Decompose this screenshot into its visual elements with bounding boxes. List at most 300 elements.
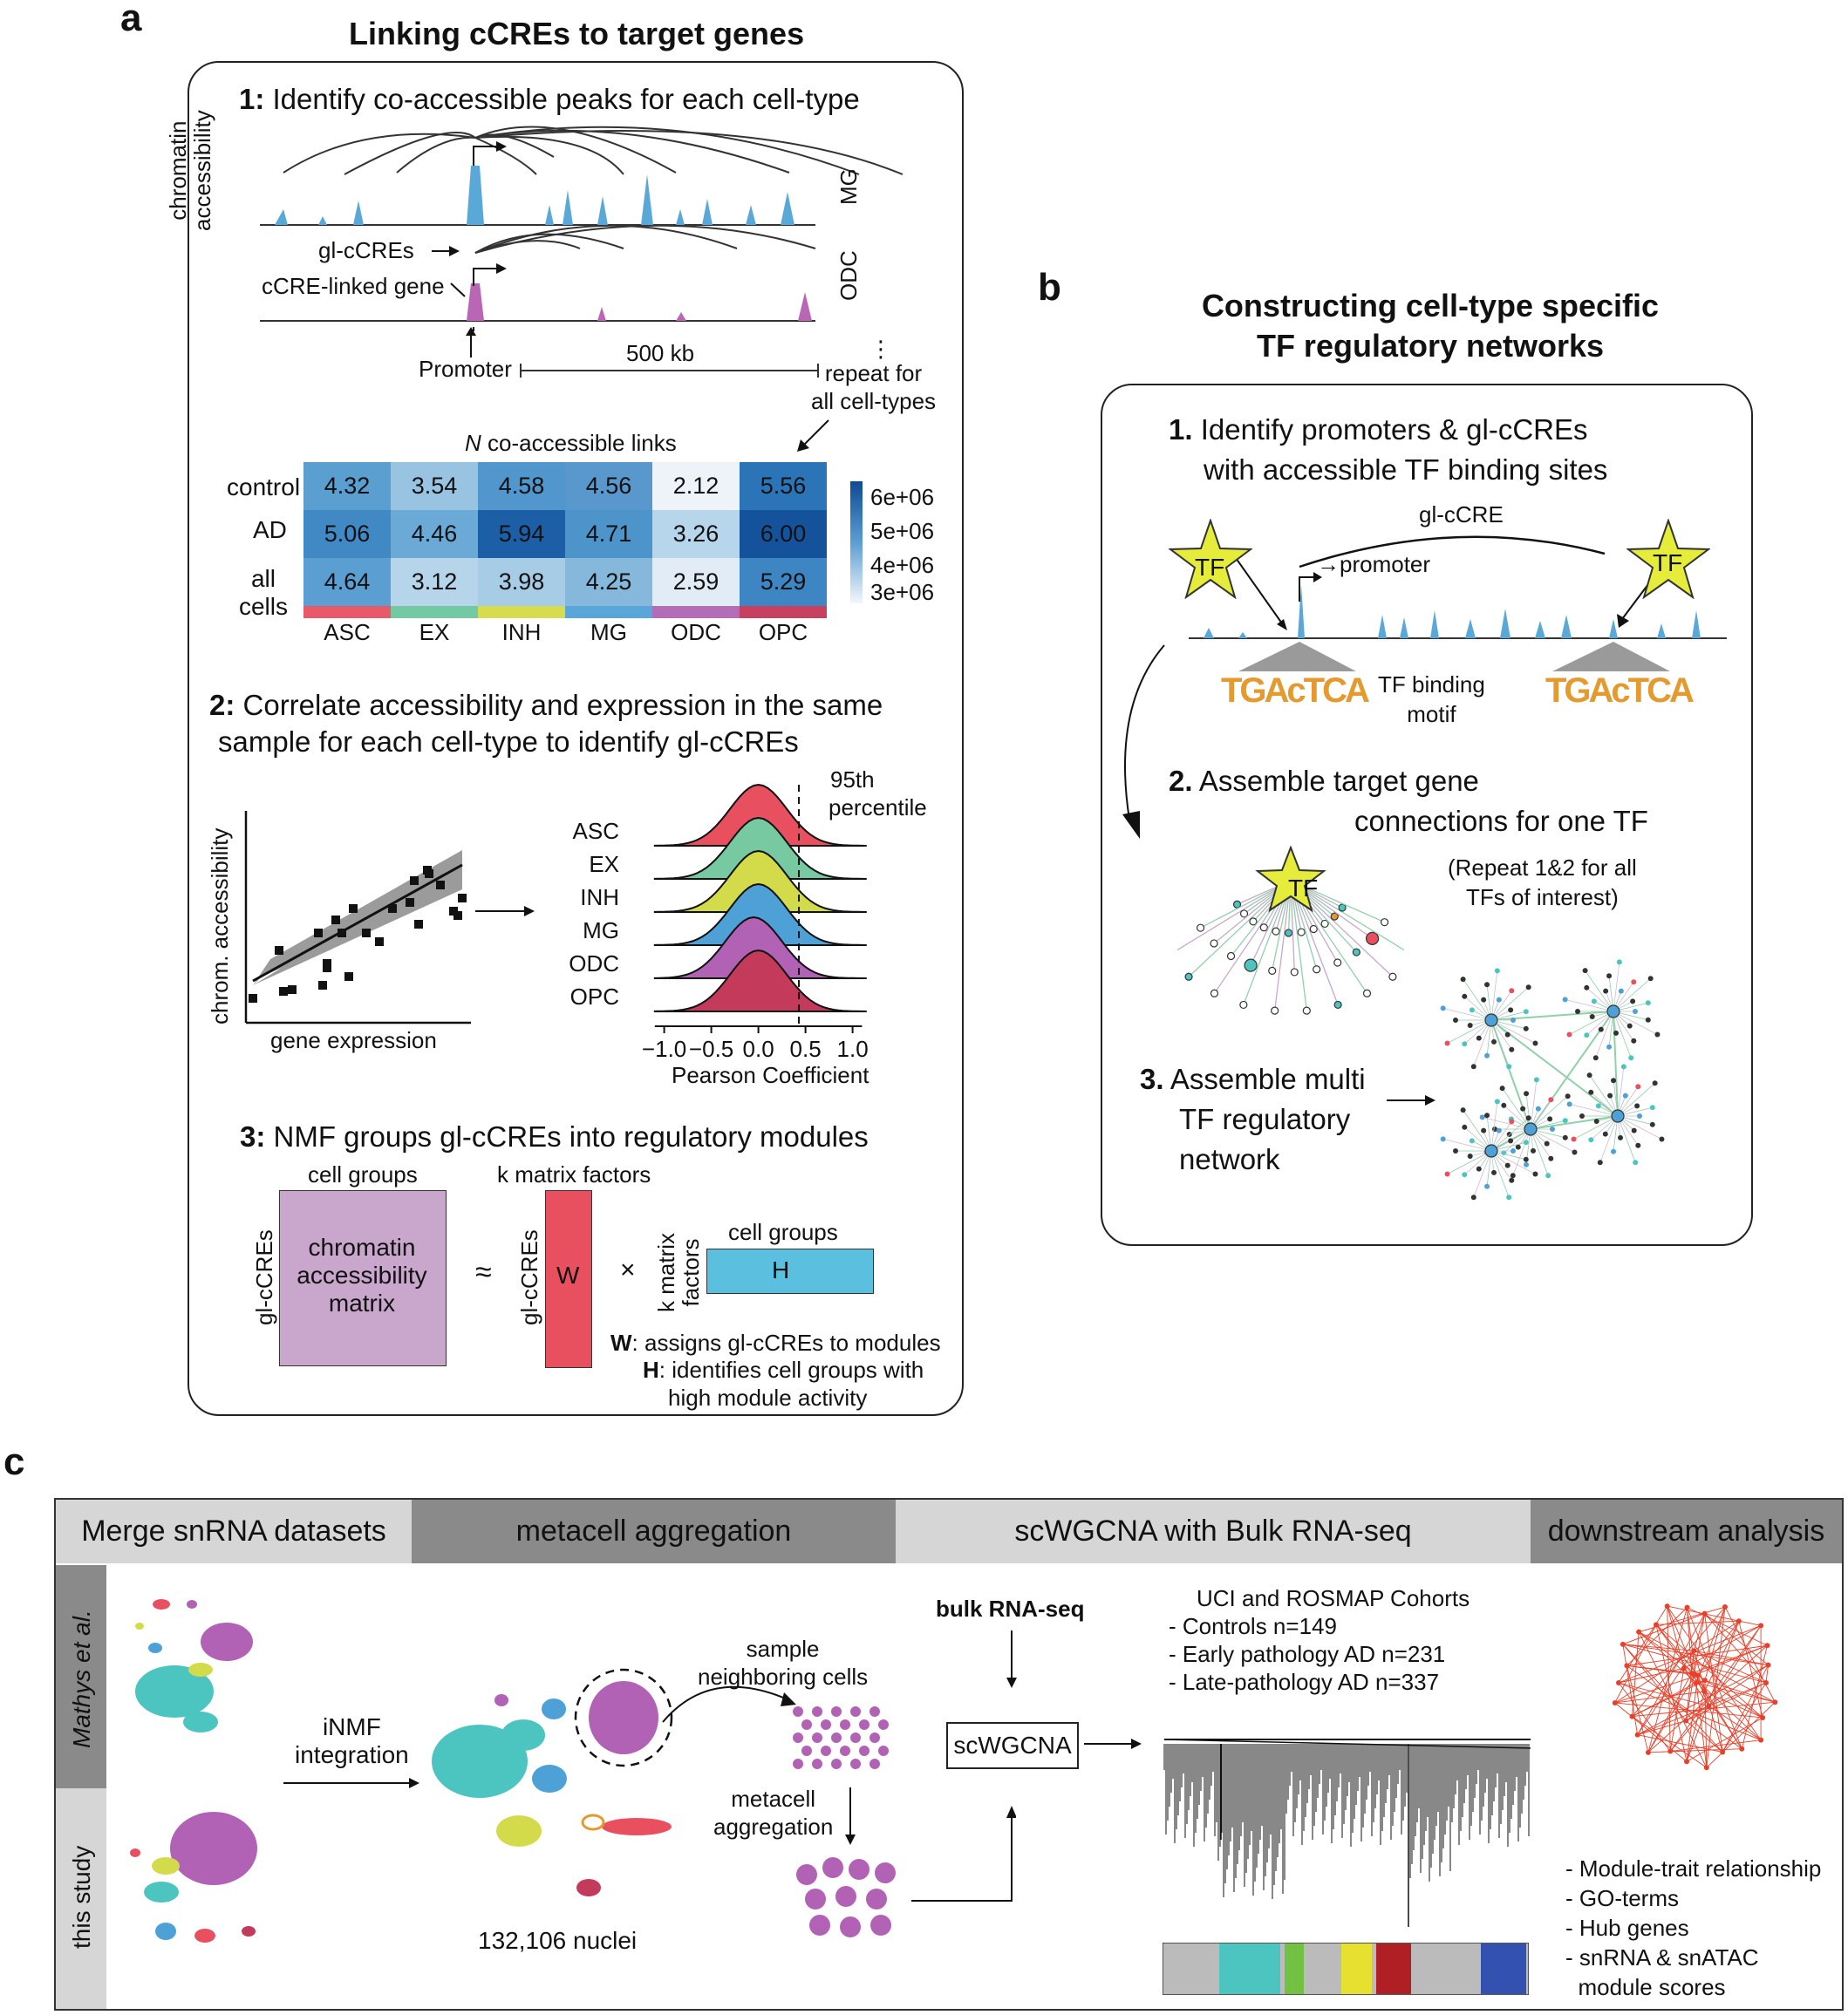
- network-node: [1389, 973, 1396, 980]
- network-node: [1506, 1195, 1511, 1200]
- network-node: [1470, 1138, 1475, 1143]
- percentile-line: percentile: [829, 794, 927, 820]
- multi-arrow: [1387, 1092, 1439, 1109]
- network-node: [1599, 1027, 1604, 1032]
- network-node: [1381, 919, 1388, 926]
- network-node: [1501, 1103, 1506, 1108]
- hub-gene-node: [1702, 1678, 1708, 1683]
- network-node: [1646, 1018, 1651, 1023]
- scatter-point: [288, 985, 297, 994]
- network-node: [1572, 1136, 1577, 1141]
- network-node: [1547, 1116, 1552, 1121]
- gl-ccres-rot: gl-cCREs: [516, 1229, 542, 1325]
- cohort-item: - Early pathology AD n=231: [1169, 1641, 1446, 1667]
- network-node: [1654, 1031, 1660, 1037]
- repeat-note: [1448, 853, 1637, 912]
- cell-dot: [869, 1706, 880, 1717]
- hub-gene-node: [1772, 1699, 1777, 1705]
- heatmap-row-label: AD: [253, 516, 287, 543]
- scale-label: 500 kb: [626, 340, 695, 366]
- step-num: 1.: [1169, 413, 1193, 446]
- hub-gene-node: [1691, 1648, 1696, 1653]
- network-node: [1462, 994, 1467, 999]
- metacell-to-scwgcna-arrow: [911, 1801, 1016, 1909]
- network-node: [1508, 1007, 1513, 1012]
- panel-a-letter: a: [120, 0, 142, 39]
- gl-ccres-label: gl-cCREs: [318, 237, 414, 263]
- side-label-study: this study: [68, 1845, 95, 1949]
- heatmap-title: [465, 430, 677, 457]
- note-text: : assigns gl-cCREs to modules: [631, 1330, 941, 1356]
- network-node: [1598, 1160, 1603, 1165]
- network-node: [1524, 1157, 1529, 1162]
- hub-gene-node: [1701, 1689, 1707, 1694]
- panel-a-title: Linking cCREs to target genes: [349, 16, 805, 51]
- network-node: [1476, 1167, 1482, 1172]
- ridge-label: EX: [589, 851, 619, 877]
- network-node: [1637, 1113, 1642, 1119]
- network-node: [1481, 997, 1486, 1003]
- network-node: [1506, 1064, 1511, 1069]
- network-node: [1441, 1005, 1446, 1011]
- metacell-line: metacell: [731, 1786, 816, 1812]
- step3-heading: [240, 1120, 869, 1154]
- network-node: [1497, 1128, 1502, 1133]
- matrix-line: accessibility: [297, 1262, 427, 1289]
- metacell-dot: [805, 1889, 826, 1909]
- dendrogram: [1160, 1735, 1535, 1936]
- h-note: [643, 1357, 924, 1384]
- b-step3-heading: [1140, 1059, 1366, 1180]
- scale-bar: [519, 362, 820, 379]
- network-node: [1462, 1041, 1467, 1046]
- heatmap-col-label: EX: [419, 619, 450, 645]
- network-node: [1606, 1045, 1612, 1050]
- repeat-line: repeat for: [824, 360, 923, 386]
- scatter-point: [344, 972, 353, 981]
- network-node: [1260, 924, 1267, 931]
- network-node: [1445, 1040, 1450, 1045]
- hub-gene-node: [1706, 1704, 1711, 1709]
- linked-gene-label: cCRE-linked gene: [262, 273, 445, 299]
- step-text: NMF groups gl-cCREs into regulatory modules: [265, 1120, 869, 1153]
- inmf-label: [295, 1713, 409, 1769]
- repeat-note-line: (Repeat 1&2 for all: [1448, 854, 1637, 881]
- network-node: [1509, 1047, 1514, 1052]
- network-node: [1563, 1135, 1568, 1140]
- network-node: [1524, 1162, 1529, 1167]
- step-text: Identify co-accessible peaks for each cell-type: [264, 83, 860, 115]
- scatter-point: [249, 994, 257, 1003]
- scatter-point: [406, 898, 414, 907]
- hub-gene-node: [1704, 1765, 1709, 1770]
- panel-b-title-line: Constructing cell-type specific: [1201, 288, 1660, 323]
- network-node: [1603, 989, 1608, 994]
- cell-dot: [831, 1759, 842, 1769]
- scwgcna-arrow: [1084, 1735, 1145, 1753]
- network-node: [1462, 1125, 1467, 1130]
- umap-integrated: [427, 1665, 689, 1901]
- network-node: [1334, 959, 1341, 966]
- step-text: Assemble target gene: [1192, 765, 1479, 797]
- heatmap-cell: 4.71: [565, 510, 652, 558]
- sample-label: [698, 1635, 868, 1691]
- heatmap-cell: 4.25: [565, 558, 652, 606]
- heatmap-legend-bar: [850, 481, 863, 603]
- step2-heading: [209, 687, 883, 760]
- bulk-arrow: [1003, 1630, 1020, 1692]
- network-node: [1508, 1138, 1513, 1143]
- cell-dot: [812, 1706, 822, 1717]
- hub-node: [1524, 1123, 1537, 1135]
- heatmap-cell: 4.64: [303, 558, 391, 606]
- hub-gene-node: [1694, 1680, 1699, 1685]
- hub-network: [1600, 1583, 1792, 1783]
- metacell-dot: [822, 1857, 843, 1878]
- ridge-tick: −1.0: [641, 1036, 687, 1062]
- heatmap-cell: 5.29: [740, 558, 827, 606]
- network-node: [1630, 998, 1635, 1004]
- scatter-point: [323, 963, 331, 972]
- network-node: [1567, 1101, 1572, 1106]
- inmf-line: iNMF: [322, 1713, 381, 1740]
- heatmap-col-color: [391, 606, 478, 618]
- cell-dot: [812, 1759, 822, 1769]
- heatmap-cell: 5.94: [478, 510, 565, 558]
- k-rot-line: k matrix: [653, 1233, 679, 1312]
- ridge-label: MG: [583, 917, 619, 943]
- heatmap-col-label: INH: [501, 619, 542, 645]
- umap-study: [118, 1801, 292, 1966]
- hub-gene-node: [1758, 1623, 1763, 1628]
- network-node: [1567, 1031, 1572, 1037]
- network-node: [1510, 1173, 1516, 1178]
- hub-node: [1612, 1110, 1624, 1122]
- scatter-point: [331, 916, 340, 924]
- network-node: [1272, 1007, 1279, 1014]
- panel-c-letter: c: [3, 1440, 25, 1483]
- inmf-line: integration: [295, 1741, 409, 1768]
- hub-gene-node: [1689, 1671, 1695, 1676]
- legend-tick: 6e+06: [870, 484, 935, 510]
- b-step2-heading: [1169, 761, 1648, 841]
- cell-dot: [801, 1719, 812, 1730]
- scatter-point: [425, 869, 433, 878]
- h-label: H: [772, 1256, 790, 1283]
- side-label-mathys: Mathys et al.: [68, 1610, 95, 1748]
- metacell-dot: [796, 1864, 817, 1885]
- metacell-line: aggregation: [713, 1814, 834, 1840]
- network-node: [1532, 1040, 1538, 1045]
- scatter-point: [449, 907, 458, 916]
- track-label-mg: MG: [835, 168, 862, 205]
- cell-dot: [812, 1732, 822, 1743]
- network-node: [1635, 1143, 1640, 1148]
- network-node: [1565, 1093, 1571, 1099]
- heatmap-col-label: ODC: [671, 619, 721, 645]
- network-node: [1510, 1018, 1516, 1023]
- metacell-dot: [840, 1916, 861, 1937]
- network-node: [1445, 1171, 1450, 1176]
- network-node: [1587, 1072, 1592, 1078]
- b-step1-line1: [1169, 410, 1607, 450]
- w-label: W: [556, 1262, 580, 1289]
- ridge-label: ASC: [572, 818, 619, 844]
- downstream-item: module scores: [1565, 1974, 1726, 2000]
- network-node: [1210, 990, 1217, 997]
- hub-node: [1485, 1145, 1497, 1157]
- legend-tick: 3e+06: [870, 579, 935, 605]
- network-node: [1470, 1007, 1475, 1012]
- inmf-arrow: [283, 1774, 423, 1792]
- network-node: [1628, 1055, 1633, 1060]
- scatter-point: [279, 987, 288, 996]
- cell-dot: [821, 1746, 831, 1756]
- scatter-point: [349, 904, 358, 913]
- cell-dot: [850, 1759, 861, 1769]
- cell-dot: [793, 1732, 803, 1743]
- repeat-line: all cell-types: [811, 388, 937, 414]
- matrix-label: [279, 1234, 445, 1317]
- tf-star-right-label: TF: [1653, 549, 1683, 576]
- heatmap-row-label: all cells: [238, 565, 288, 620]
- scatter-point: [338, 929, 346, 937]
- b-step2-line2: connections for one TF: [1354, 805, 1648, 837]
- cohort-item: - Late-pathology AD n=337: [1169, 1669, 1440, 1695]
- network-node: [1509, 1178, 1514, 1183]
- ridge-xlabel: Pearson Coefficient: [672, 1062, 869, 1088]
- network-node: [1584, 985, 1589, 990]
- network-node: [1531, 1148, 1536, 1154]
- umap-mathys: [113, 1591, 288, 1766]
- network-node: [1617, 959, 1622, 964]
- network-node: [1484, 982, 1490, 987]
- network-node: [1621, 1064, 1626, 1069]
- heatmap-cell: 3.54: [391, 462, 478, 510]
- hub-gene-node: [1684, 1759, 1689, 1764]
- nuclei-label: 132,106 nuclei: [478, 1927, 638, 1954]
- network-node: [1627, 1024, 1633, 1029]
- network-node: [1545, 1173, 1551, 1178]
- metacells: [794, 1857, 898, 1940]
- track-label-odc: ODC: [835, 250, 862, 301]
- network-node: [1497, 997, 1502, 1003]
- network-node: [1650, 1105, 1655, 1110]
- percentile-label: [829, 766, 927, 821]
- hub-node: [1607, 1005, 1620, 1018]
- network-node: [1603, 1132, 1608, 1137]
- tf-star-left-label: TF: [1195, 554, 1225, 581]
- hub-gene-node: [1739, 1746, 1744, 1752]
- h-matrix: [706, 1249, 874, 1294]
- hub-gene-node: [1681, 1665, 1687, 1671]
- hub-gene-node: [1766, 1663, 1771, 1668]
- header-downstream: downstream analysis: [1531, 1500, 1842, 1563]
- network-node: [1536, 1106, 1541, 1112]
- network-node: [1607, 1093, 1613, 1099]
- cell-dot: [878, 1746, 889, 1756]
- network-node: [1548, 1156, 1553, 1161]
- ellipsis: ⋮: [869, 336, 892, 362]
- step-num: 3.: [1140, 1063, 1164, 1095]
- network-node: [1453, 1018, 1458, 1023]
- network-node: [1590, 1014, 1595, 1019]
- step-text: Identify promoters & gl-cCREs: [1192, 413, 1588, 446]
- network-node: [1353, 949, 1360, 956]
- heatmap-cell: 5.56: [740, 462, 827, 510]
- b-step1-heading: [1169, 410, 1607, 490]
- network-node: [1471, 1064, 1476, 1069]
- step2-line1: [209, 687, 883, 724]
- cell-dot: [793, 1759, 803, 1769]
- network-node: [1240, 1001, 1247, 1008]
- network-node: [1505, 1032, 1510, 1038]
- metacell-dot: [866, 1889, 887, 1909]
- scatter-to-ridge-arrow: [475, 902, 536, 920]
- cell-dot: [831, 1732, 842, 1743]
- network-node: [1197, 924, 1204, 931]
- network-node: [1245, 959, 1257, 971]
- network-node: [1631, 979, 1636, 984]
- multi-tf-network: [1439, 950, 1666, 1221]
- network-node: [1480, 1114, 1485, 1120]
- metacell-dot: [835, 1886, 856, 1907]
- note-bold: H: [643, 1357, 659, 1383]
- cohort-item: - Controls n=149: [1169, 1613, 1337, 1639]
- approx-sign: ≈: [475, 1256, 492, 1289]
- network-node: [1592, 998, 1597, 1004]
- scatter-point: [275, 946, 283, 955]
- heatmap-col-color: [478, 606, 565, 618]
- network-node: [1611, 1149, 1616, 1154]
- hub-gene-node: [1654, 1622, 1659, 1627]
- y-axis-line: chromatin: [165, 120, 191, 221]
- scatter-point: [414, 920, 423, 929]
- scatter-point: [458, 894, 467, 902]
- network-node: [1563, 1118, 1568, 1123]
- scatter-point: [410, 876, 419, 885]
- h-cell-groups-label: cell groups: [728, 1219, 838, 1245]
- hub-gene-node: [1630, 1714, 1635, 1719]
- scatter-ylabel: chrom. accessibility: [207, 827, 233, 1025]
- downstream-item: - Module-trait relationship: [1565, 1855, 1822, 1882]
- hub-node: [1485, 1014, 1497, 1026]
- network-node: [1631, 1038, 1636, 1044]
- percentile-line: 95th: [830, 766, 875, 793]
- times-sign: ×: [620, 1256, 636, 1284]
- network-node: [1575, 1009, 1580, 1014]
- metacell-arrow: [842, 1787, 859, 1848]
- heatmap-cell: 5.06: [303, 510, 391, 558]
- hub-gene-node: [1620, 1642, 1626, 1647]
- promoter-label-b: →promoter: [1317, 551, 1431, 577]
- neighbor-cells: [789, 1705, 894, 1774]
- heatmap-title-italic: N: [465, 430, 481, 456]
- metacell-dot: [849, 1859, 869, 1880]
- hub-gene-node: [1760, 1715, 1765, 1720]
- panel-b-title: [1125, 286, 1735, 366]
- sample-line: neighboring cells: [698, 1664, 869, 1690]
- ridge-curve: [655, 950, 867, 1011]
- matrix-line: chromatin: [308, 1234, 416, 1261]
- ridge-tick: 0.0: [742, 1036, 774, 1062]
- network-node: [1471, 1195, 1476, 1200]
- network-node: [1298, 929, 1305, 936]
- network-node: [1462, 1172, 1467, 1177]
- step-text: Correlate accessibility and expression in the same: [235, 689, 883, 721]
- heatmap-col-label: ASC: [324, 619, 371, 645]
- network-node: [1633, 1160, 1638, 1165]
- step-num: 2:: [209, 689, 235, 721]
- b-step2-line1: [1169, 761, 1648, 801]
- metacell-dot: [870, 1915, 891, 1936]
- network-node: [1303, 1007, 1310, 1014]
- cell-dot: [793, 1706, 803, 1717]
- network-node: [1468, 1154, 1473, 1159]
- hub-gene-node: [1683, 1719, 1688, 1724]
- network-node: [1563, 997, 1568, 1002]
- heatmap-cell: 4.32: [303, 462, 391, 510]
- network-node: [1572, 1149, 1577, 1154]
- hub-gene-node: [1763, 1680, 1769, 1685]
- network-node: [1635, 1084, 1640, 1089]
- motif-line: motif: [1407, 701, 1456, 727]
- step-num: 3:: [240, 1120, 266, 1153]
- cell-dot: [878, 1719, 889, 1730]
- network-node: [1453, 1148, 1458, 1154]
- network-node: [1524, 1026, 1529, 1031]
- network-node: [1250, 918, 1257, 925]
- hub-gene-node: [1635, 1732, 1640, 1738]
- ridge-label: INH: [580, 884, 619, 910]
- network-node: [1484, 1053, 1490, 1059]
- network-node: [1611, 1078, 1616, 1083]
- network-node: [1650, 1122, 1655, 1127]
- network-node: [1524, 1009, 1529, 1014]
- single-tf-network: [1177, 846, 1404, 1029]
- cell-dot: [850, 1732, 861, 1743]
- downstream-item: - Hub genes: [1565, 1915, 1689, 1941]
- h-note-2: high module activity: [668, 1385, 868, 1411]
- promoter-label: Promoter: [419, 356, 512, 382]
- network-node: [1550, 1127, 1555, 1132]
- heatmap-cell: 4.58: [478, 462, 565, 510]
- hub-gene-node: [1646, 1750, 1651, 1755]
- step1-heading: [239, 83, 860, 116]
- heatmap-row-label: control: [227, 473, 301, 500]
- ridge-label: ODC: [569, 950, 619, 977]
- heatmap-cell: 3.12: [391, 558, 478, 606]
- hub-gene-node: [1636, 1630, 1641, 1635]
- cell-dot: [869, 1759, 880, 1769]
- sample-line: sample: [746, 1636, 820, 1662]
- matrix-line: matrix: [328, 1290, 396, 1317]
- legend-tick: 4e+06: [870, 552, 935, 578]
- cell-dot: [869, 1732, 880, 1743]
- network-node: [1613, 1031, 1619, 1036]
- module-color-bar: [1163, 1943, 1529, 1995]
- network-node: [1618, 1135, 1623, 1140]
- metacell-label: [713, 1785, 833, 1841]
- network-node: [1520, 1106, 1525, 1112]
- network-node: [1532, 1171, 1538, 1176]
- network-node: [1516, 1145, 1521, 1150]
- b-step1-line2: with accessible TF binding sites: [1204, 453, 1608, 486]
- network-node: [1593, 1055, 1599, 1060]
- repeat-arrow: [794, 417, 833, 456]
- network-node: [1534, 1077, 1539, 1082]
- bulk-label: bulk RNA-seq: [936, 1596, 1085, 1622]
